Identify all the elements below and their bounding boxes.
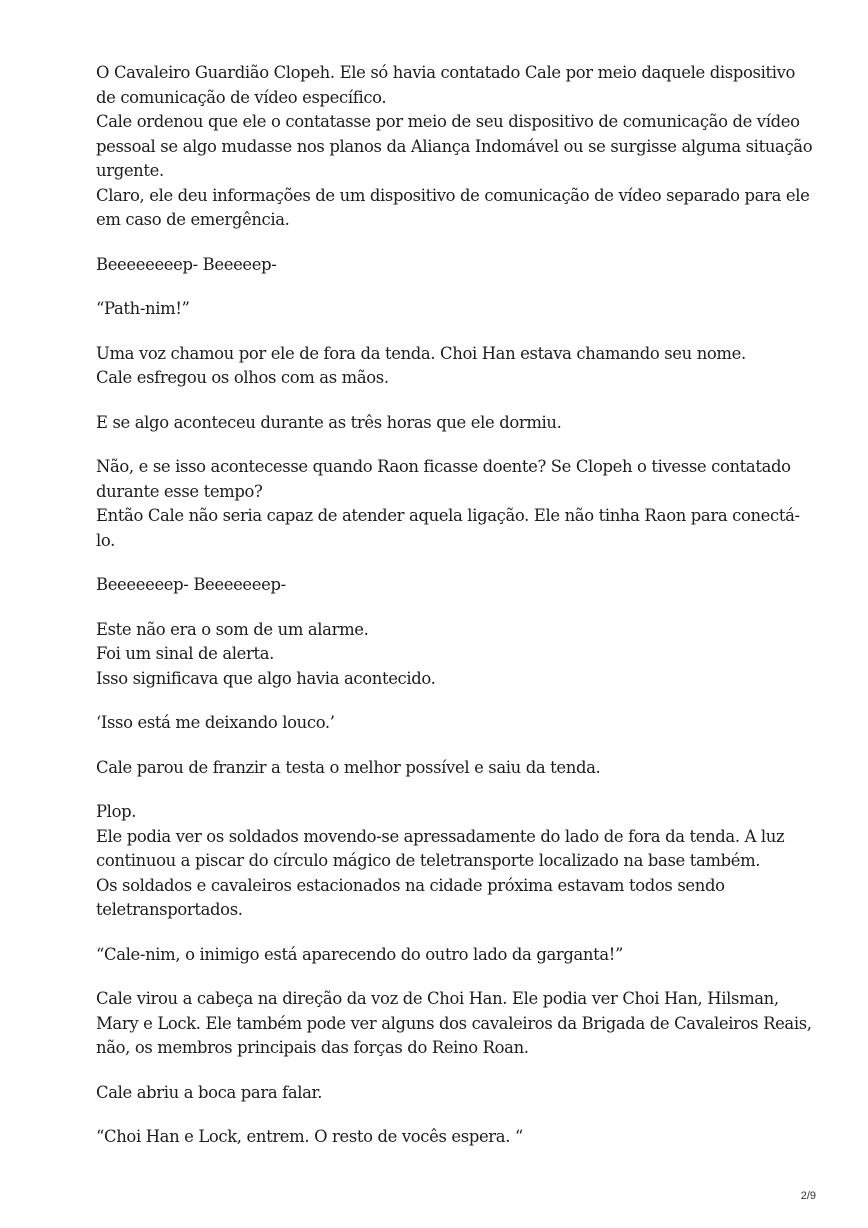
paragraph [96, 61, 813, 233]
text-line: Cale parou de franzir a testa o melhor possível e saiu da tenda. [96, 757, 601, 777]
text-line: urgente. [96, 161, 164, 180]
text-line: Beeeeeeeep- Beeeeep- [96, 254, 277, 274]
text-line: Mary e Lock. Ele também pode ver alguns dos cavaleiros da Brigada de Cavaleiros Reais, [96, 1013, 812, 1033]
text-line: Cale abriu a boca para falar. [96, 1082, 323, 1102]
text-line: Então Cale não seria capaz de atender aquela ligação. Ele não tinha Raon para conectá- [96, 506, 800, 525]
text-line: Foi um sinal de alerta. [96, 644, 275, 663]
text-line: Cale virou a cabeça na direção da voz de Choi Han. Ele podia ver Choi Han, Hilsman, [96, 989, 779, 1008]
text-line: “Cale-nim, o inimigo está aparecendo do outro lado da garganta!” [96, 944, 624, 964]
text-line: O Cavaleiro Guardião Clopeh. Ele só havia contatado Cale por meio daquele dispositivo [96, 63, 796, 82]
text-line: “Choi Han e Lock, entrem. O resto de vocês espera. “ [96, 1127, 523, 1146]
paragraph [96, 573, 786, 598]
document-body [96, 61, 813, 1170]
text-line: “Path-nim!” [96, 299, 190, 318]
paragraph [96, 711, 786, 736]
text-line: durante esse tempo? [96, 481, 263, 501]
paragraph [96, 342, 786, 391]
text-line: teletransportados. [96, 900, 243, 919]
paragraph [96, 943, 786, 968]
text-line: não, os membros principais das forças do Reino Roan. [96, 1038, 529, 1057]
paragraph [96, 800, 786, 923]
text-line: Cale esfregou os olhos com as mãos. [96, 368, 389, 387]
text-line: Não, e se isso acontecesse quando Raon ficasse doente? Se Clopeh o tivesse contatado [96, 457, 791, 476]
paragraph [96, 1125, 786, 1150]
text-line: Claro, ele deu informações de um dispositivo de comunicação de vídeo separado para ele [96, 185, 810, 205]
paragraph [96, 1081, 786, 1106]
text-line: Isso significava que algo havia acontecido. [96, 668, 436, 688]
text-line: ‘Isso está me deixando louco.’ [96, 713, 335, 732]
text-line: pessoal se algo mudasse nos planos da Aliança Indomável ou se surgisse alguma situação [96, 136, 813, 156]
text-line: em caso de emergência. [96, 210, 290, 229]
paragraph [96, 618, 786, 692]
paragraph [96, 253, 786, 278]
text-line: continuou a piscar do círculo mágico de teletransporte localizado na base também. [96, 851, 761, 870]
text-line: de comunicação de vídeo específico. [96, 87, 387, 107]
paragraph [96, 455, 800, 553]
text-line: lo. [96, 530, 115, 550]
text-line: E se algo aconteceu durante as três horas que ele dormiu. [96, 412, 562, 432]
text-line: Este não era o som de um alarme. [96, 619, 369, 639]
paragraph [96, 756, 786, 781]
text-line: Plop. [96, 802, 137, 821]
text-line: Os soldados e cavaleiros estacionados na cidade próxima estavam todos sendo [96, 875, 725, 895]
paragraph [96, 987, 812, 1061]
text-line: Uma voz chamou por ele de fora da tenda. Choi Han estava chamando seu nome. [96, 343, 746, 363]
text-line: Ele podia ver os soldados movendo-se apressadamente do lado de fora da tenda. A luz [96, 826, 785, 846]
page-number: 2/9 [800, 1190, 816, 1202]
text-line: Beeeeeeep- Beeeeeeep- [96, 575, 286, 594]
text-line: Cale ordenou que ele o contatasse por meio de seu dispositivo de comunicação de vídeo [96, 112, 800, 131]
paragraph [96, 297, 786, 322]
paragraph [96, 411, 786, 436]
